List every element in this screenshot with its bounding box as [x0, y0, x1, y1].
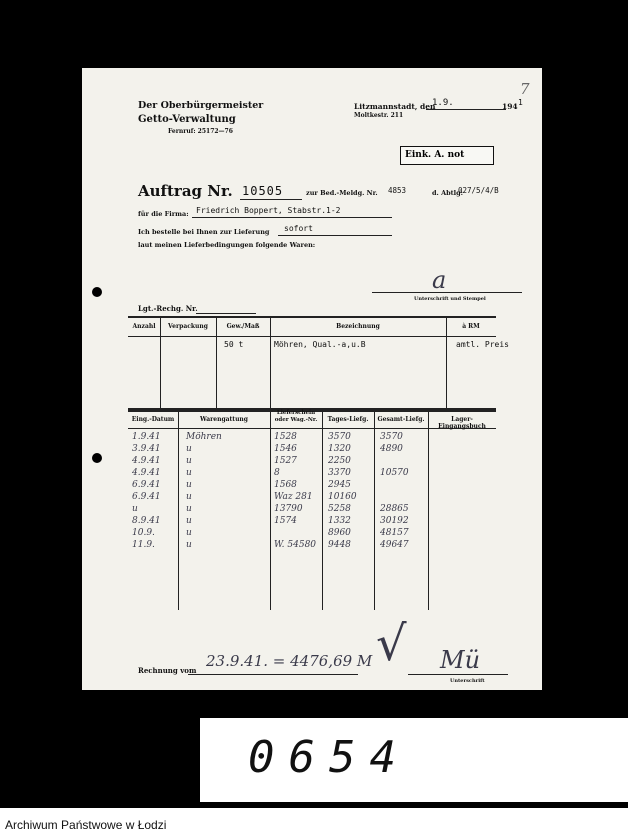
archive-number: 0654	[248, 732, 410, 783]
cell-datum: 4.9.41	[132, 468, 161, 478]
signature-label: Unterschrift und Stempel	[414, 296, 486, 302]
cell-gesamt: 30192	[380, 516, 409, 526]
cell-tages: 9448	[328, 540, 351, 550]
cell-ware: u	[186, 528, 192, 538]
cell-tages: 3370	[328, 468, 351, 478]
header-lager: Lager-Eingangsbuch	[438, 416, 486, 430]
cell-datum: 3.9.41	[132, 444, 161, 454]
city-date-label: Litzmannstadt, den	[354, 102, 436, 111]
punch-hole-bottom	[92, 453, 102, 463]
cell-tages: 1332	[328, 516, 351, 526]
cell-schein: Waz 281	[274, 492, 313, 502]
cell-gesamt: 28865	[380, 504, 409, 514]
cell-tages: 8960	[328, 528, 351, 538]
year-digit: 1	[518, 98, 523, 107]
bed-label: zur Bed.-Meldg. Nr.	[306, 189, 378, 197]
date-value: 1.9.	[432, 98, 454, 108]
cell-gesamt: 4890	[380, 444, 403, 454]
order-number: 10505	[242, 184, 284, 198]
cell-tages: 1320	[328, 444, 351, 454]
cell-schein: 13790	[274, 504, 303, 514]
office-line2: Getto-Verwaltung	[138, 114, 236, 125]
header-verpackung: Verpackung	[168, 323, 208, 330]
order-title: Auftrag Nr.	[138, 182, 233, 200]
check-mark: √	[376, 616, 407, 672]
bestelle-label: Ich bestelle bei Ihnen zur Lieferung	[138, 228, 270, 236]
punch-hole-top	[92, 287, 102, 297]
cell-datum: 10.9.	[132, 528, 155, 538]
receipt-stamp: Eink. A. not	[400, 146, 494, 165]
header-warengattung: Warengattung	[200, 416, 248, 423]
cell-ware: u	[186, 468, 192, 478]
abtlg-value: 027/5/4/B	[458, 186, 499, 195]
office-line1: Der Oberbürgermeister	[138, 100, 264, 111]
order-signature: a	[432, 266, 447, 294]
cell-schein: W. 54580	[274, 540, 317, 550]
cell-gesamt: 48157	[380, 528, 409, 538]
cell-datum: 4.9.41	[132, 456, 161, 466]
goods-price: amtl. Preis	[456, 340, 509, 349]
header-lieferschein: Lieferschein oder Wag.-Nr.	[274, 410, 318, 423]
header-bezeichnung: Bezeichnung	[336, 323, 380, 330]
cell-datum: 11.9.	[132, 540, 155, 550]
address: Moltkestr. 211	[354, 112, 404, 119]
abtlg-label: d. Abtlg:	[432, 189, 464, 197]
unterschrift-signature: Mü	[440, 646, 481, 674]
header-eing-datum: Eing.-Datum	[131, 416, 175, 423]
cell-ware: u	[186, 444, 192, 454]
cell-ware: u	[186, 504, 192, 514]
cell-schein: 1546	[274, 444, 297, 454]
cell-schein: 1527	[274, 456, 297, 466]
cell-ware: u	[186, 456, 192, 466]
goods-weight: 50 t	[224, 340, 244, 349]
header-gewicht: Gew./Maß	[226, 323, 260, 330]
cell-tages: 5258	[328, 504, 351, 514]
cell-ware: u	[186, 540, 192, 550]
year-label: 194	[502, 102, 518, 111]
corner-mark: 7	[520, 80, 530, 98]
cell-schein: 1528	[274, 432, 297, 442]
archive-footer	[0, 808, 628, 840]
cell-ware: u	[186, 492, 192, 502]
cell-datum: 8.9.41	[132, 516, 161, 526]
bestelle-value: sofort	[284, 224, 313, 233]
cell-schein: 8	[274, 468, 280, 478]
header-anzahl: Anzahl	[132, 323, 156, 330]
document-page	[82, 68, 542, 690]
phone-number: Fernruf: 25172—76	[168, 128, 233, 135]
cell-datum: u	[132, 504, 138, 514]
lgt-label: Lgt.-Rechg. Nr.	[138, 304, 198, 313]
cell-tages: 2945	[328, 480, 351, 490]
cell-tages: 3570	[328, 432, 351, 442]
header-tages-liefg: Tages-Liefg.	[327, 416, 369, 423]
cell-schein: 1568	[274, 480, 297, 490]
cell-ware: u	[186, 516, 192, 526]
cell-ware: u	[186, 480, 192, 490]
cell-tages: 2250	[328, 456, 351, 466]
cell-tages: 10160	[328, 492, 357, 502]
header-preis: à RM	[462, 323, 480, 330]
firma-label: für die Firma:	[138, 210, 189, 218]
rechnung-value: 23.9.41. = 4476,69 M	[206, 652, 373, 670]
goods-description: Möhren, Qual.-a,u.B	[274, 340, 366, 349]
firma-value: Friedrich Boppert, Stabstr.1-2	[196, 206, 341, 215]
bedingungen-text: laut meinen Lieferbedingungen folgende Waren:	[138, 241, 316, 249]
header-gesamt-liefg: Gesamt-Liefg.	[377, 416, 425, 423]
unterschrift-label: Unterschrift	[450, 678, 485, 684]
bed-number: 4853	[388, 186, 407, 195]
cell-datum: 6.9.41	[132, 492, 161, 502]
cell-gesamt: 10570	[380, 468, 409, 478]
cell-schein: 1574	[274, 516, 297, 526]
cell-gesamt: 3570	[380, 432, 403, 442]
archive-name: Archiwum Państwowe w Łodzi	[5, 818, 167, 832]
cell-datum: 6.9.41	[132, 480, 161, 490]
archive-number-card	[200, 718, 628, 802]
cell-datum: 1.9.41	[132, 432, 161, 442]
cell-ware: Möhren	[186, 432, 222, 442]
rechnung-label: Rechnung vom	[138, 666, 197, 675]
cell-gesamt: 49647	[380, 540, 409, 550]
